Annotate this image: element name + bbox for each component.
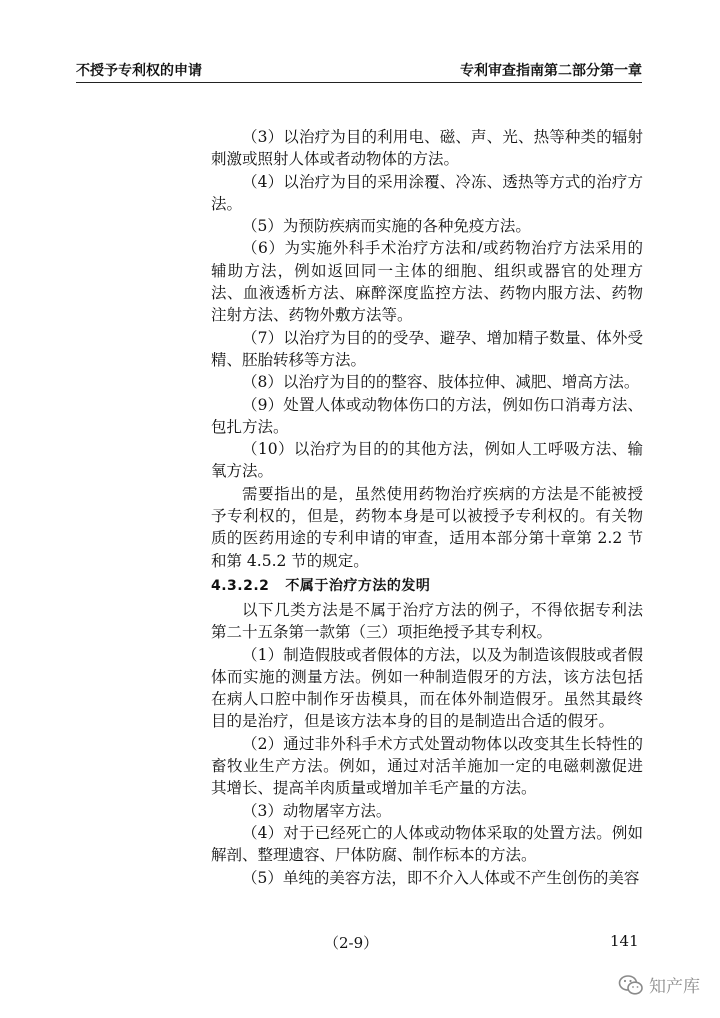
section-title: 不属于治疗方法的发明 [285, 578, 431, 594]
paragraph: （10）以治疗为目的的其他方法，例如人工呼吸方法、输氧方法。 [211, 440, 643, 481]
paragraph: （5）为预防疾病而实施的各种免疫方法。 [242, 217, 531, 236]
paragraph: 以下几类方法是不属于治疗方法的例子，不得依据专利法第二十五条第一款第（三）项拒绝授予其专利权。 [211, 601, 643, 642]
section-number: 4.3.2.2 [211, 578, 270, 594]
header-left-title: 不授予专利权的申请 [76, 63, 202, 79]
page-header [76, 52, 642, 83]
body-text-bottom [211, 599, 643, 889]
paragraph: （1）制造假肢或者假体的方法，以及为制造该假肢或者假体而实施的测量方法。例如一种制造假牙的方法，该方法包括在病人口腔中制作牙齿模具，而在体外制造假牙。虽然其最终目的是治疗，但是该方法本身的目的是制造出合适的假牙。 [211, 645, 643, 731]
watermark [618, 972, 700, 997]
paragraph: （4）以治疗为目的采用涂覆、冷冻、透热等方式的治疗方法。 [211, 172, 643, 213]
watermark-text: 知产库 [649, 977, 700, 997]
header-right-title: 专利审查指南第二部分第一章 [460, 63, 642, 79]
paragraph: （4）对于已经死亡的人体或动物体采取的处置方法。例如解剖、整理遗容、尸体防腐、制作标本的方法。 [211, 823, 643, 865]
footer-section-code: （2-9） [324, 934, 379, 952]
wechat-icon [618, 974, 644, 996]
paragraph: 需要指出的是，虽然使用药物治疗疾病的方法是不能被授予专利权的，但是，药物本身是可以被授予专利权的。有关物质的医药用途的专利申请的审查，适用本部分第十章第 2.2 节和第 4.5.2 节的规定。 [211, 484, 643, 570]
paragraph: （9）处置人体或动物体伤口的方法，例如伤口消毒方法、包扎方法。 [211, 395, 643, 436]
paragraph: （3）动物屠宰方法。 [242, 801, 392, 820]
paragraph: （6）为实施外科手术治疗方法和/或药物治疗方法采用的辅助方法，例如返回同一主体的细胞、组织或器官的处理方法、血液透析方法、麻醉深度监控方法、药物内服方法、药物注射方法、药物外敷方法等。 [211, 239, 643, 325]
paragraph: （5）单纯的美容方法，即不介入人体或不产生创伤的美容 [242, 868, 640, 887]
body-text-top [211, 126, 643, 572]
section-heading [211, 575, 430, 595]
paragraph: （7）以治疗为目的的受孕、避孕、增加精子数量、体外受精、胚胎转移等方法。 [211, 328, 643, 369]
paragraph: （8）以治疗为目的的整容、肢体拉伸、减肥、增高方法。 [242, 373, 640, 392]
page-number: 141 [610, 932, 639, 950]
paragraph: （3）以治疗为目的利用电、磁、声、光、热等种类的辐射刺激或照射人体或者动物体的方法。 [211, 128, 643, 169]
paragraph: （2）通过非外科手术方式处置动物体以改变其生长特性的畜牧业生产方法。例如，通过对活羊施加一定的电磁刺激促进其增长、提高羊肉质量或增加羊毛产量的方法。 [211, 734, 643, 798]
